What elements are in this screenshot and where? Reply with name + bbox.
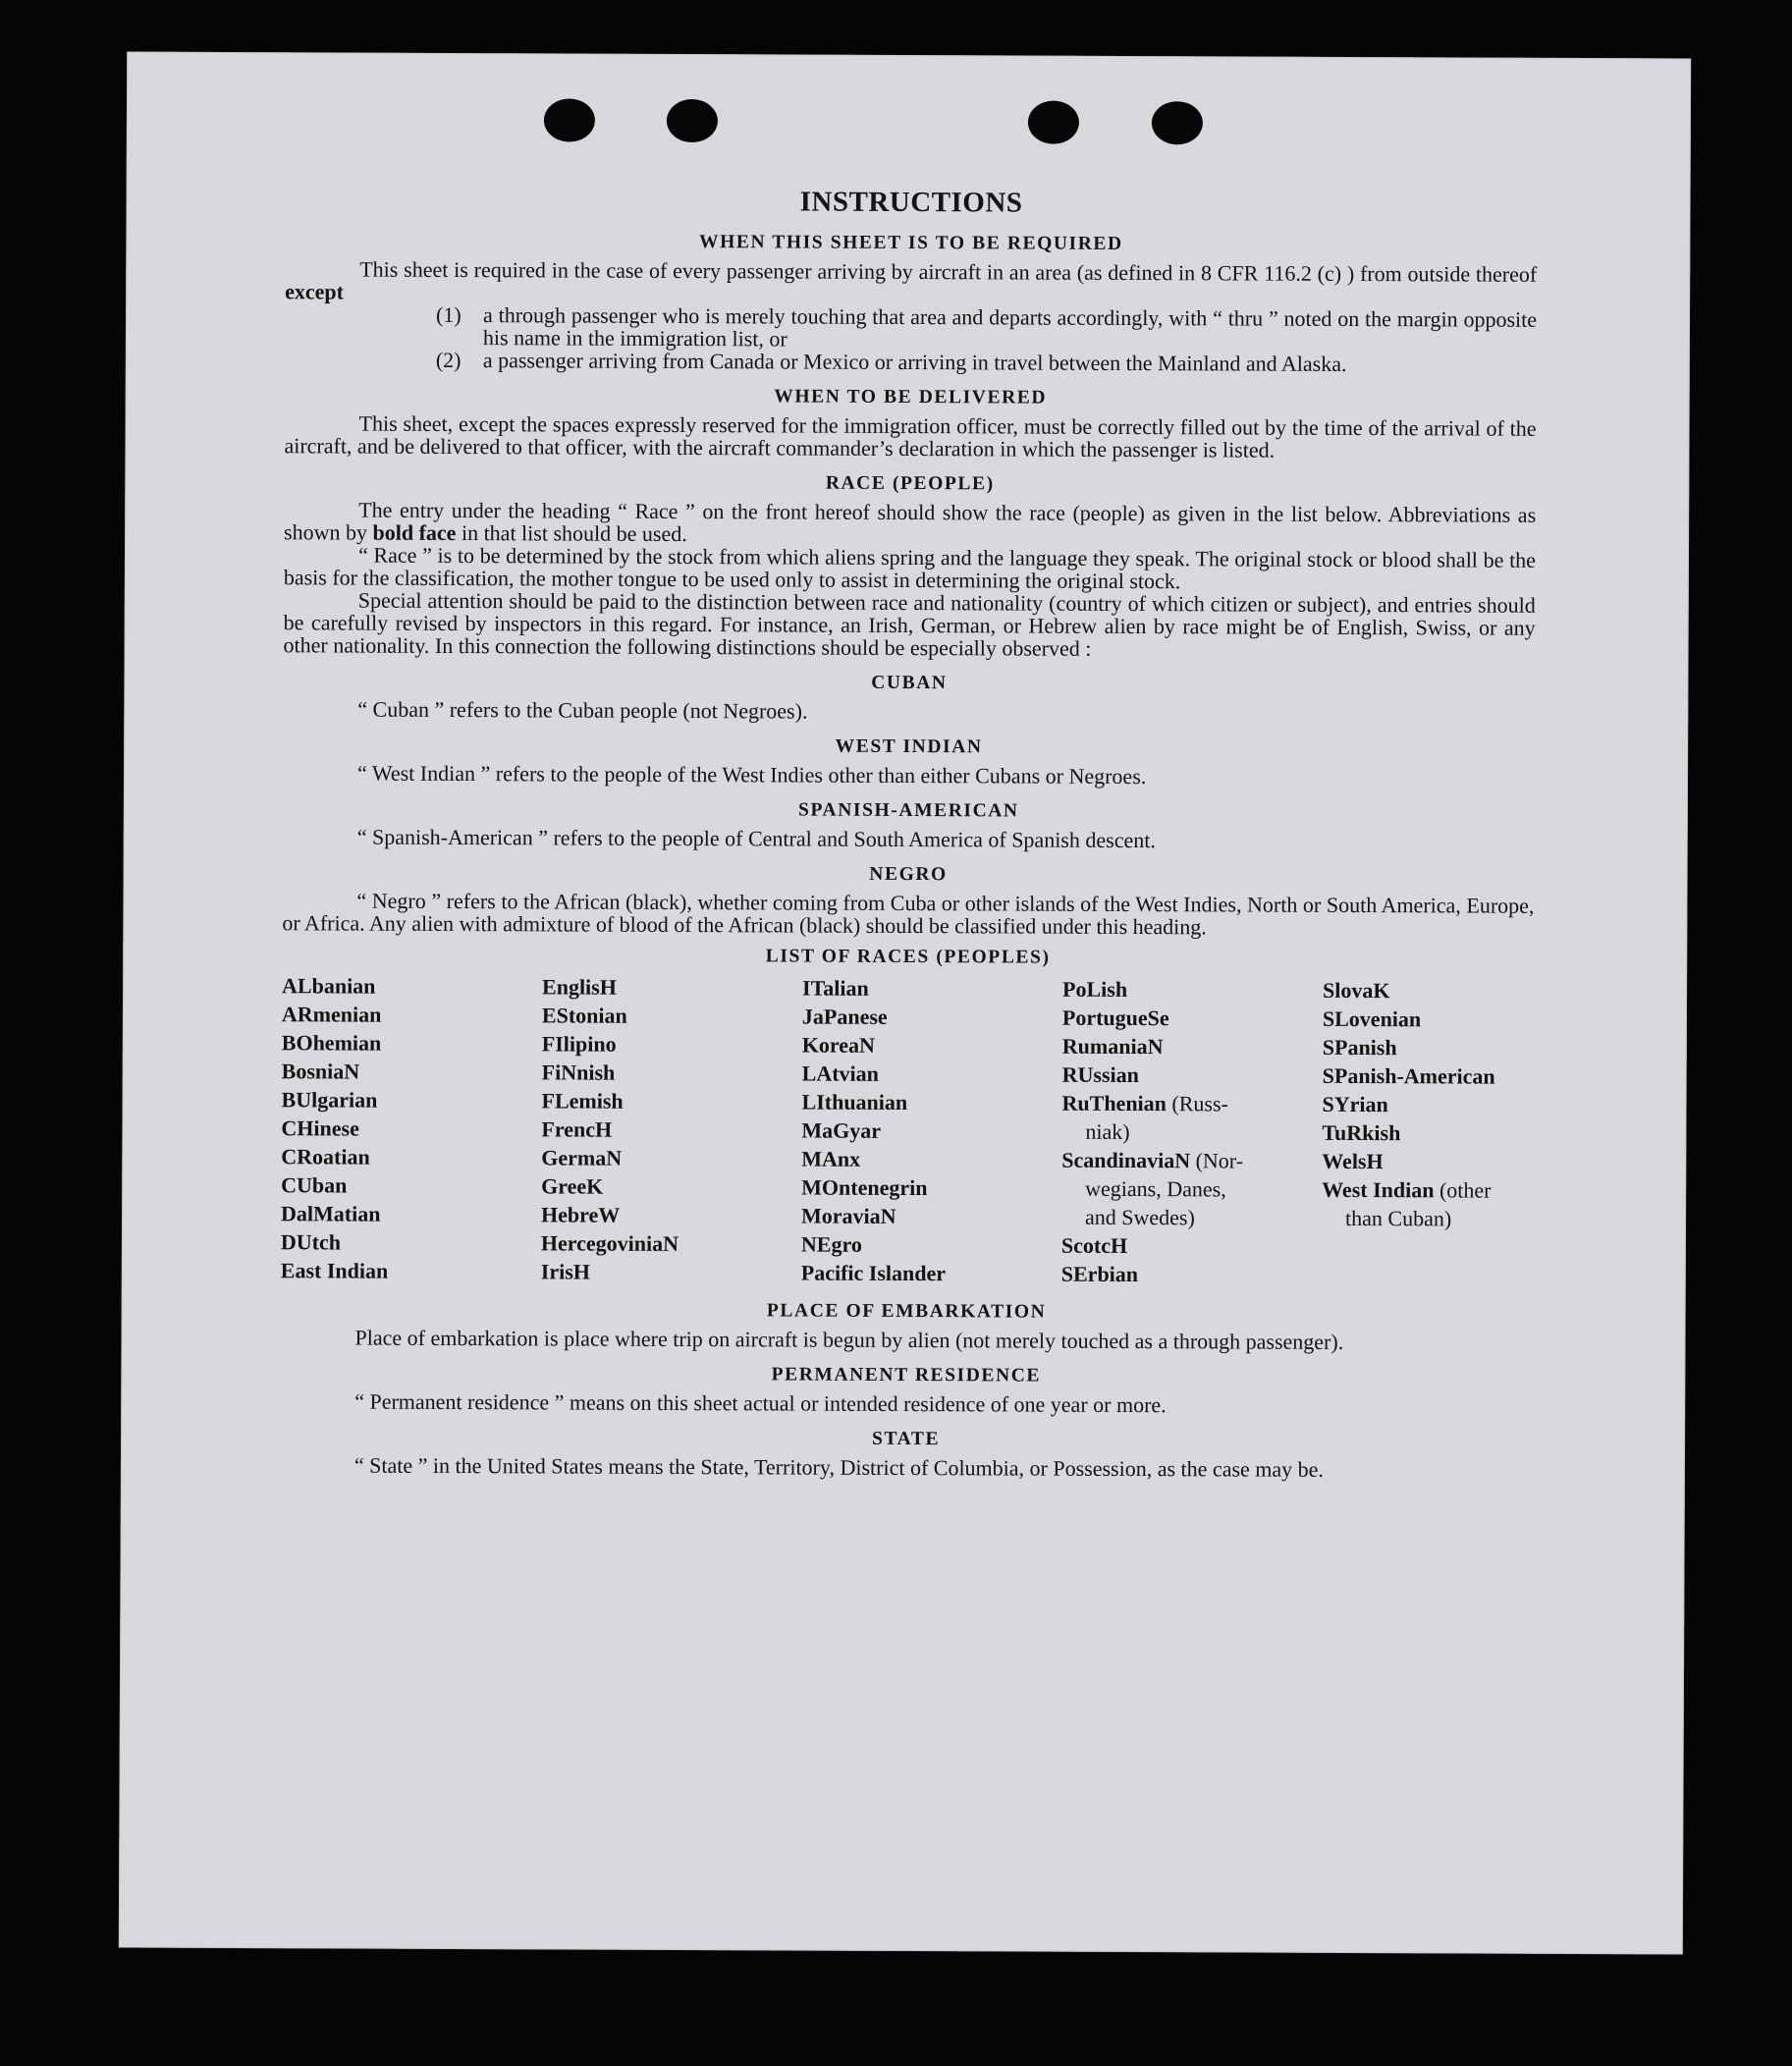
page-title: INSTRUCTIONS [799, 186, 1023, 219]
list-item: BosniaN [281, 1059, 360, 1084]
list-item: ALbanian [282, 973, 376, 999]
list-item: CRoatian [281, 1144, 370, 1169]
races-list [281, 971, 1534, 1290]
list-item: GermaN [541, 1145, 623, 1170]
list-item-continuation: than Cuban) [1344, 1205, 1452, 1231]
list-item: CUban [281, 1172, 348, 1198]
list-item: MAnx [801, 1146, 861, 1171]
list-item: SYrian [1322, 1091, 1388, 1117]
races-column-2 [541, 972, 802, 1286]
instructions-content [280, 184, 1538, 1482]
list-item: FLemish [541, 1088, 624, 1114]
paragraph-cuban: “ Cuban ” refers to the Cuban people (not Negroes). [357, 696, 808, 724]
list-item: DalMatian [281, 1201, 381, 1226]
list-item: SPanish-American [1322, 1062, 1495, 1089]
paragraph-race-1: The entry under the heading “ Race ” on the front hereof should show the race (people) as given in the list below. Abbreviations as shown by bold face in that list should be used. [284, 497, 1537, 547]
heading-list-of-races: LIST OF RACES (PEOPLES) [765, 946, 1051, 968]
paragraph-west-indian: “ West Indian ” refers to the people of the West Indies other than either Cubans or Negroes. [356, 760, 1147, 789]
document-sheet [119, 52, 1691, 1955]
list-item: SlovaK [1323, 977, 1390, 1004]
punch-hole [544, 98, 595, 141]
list-item: SPanish [1322, 1034, 1397, 1060]
list-item: East Indian [280, 1258, 389, 1283]
list-item: ScandinaviaN (Nor- [1061, 1147, 1244, 1173]
list-item: RUssian [1061, 1061, 1139, 1088]
list-item-continuation: and Swedes) [1084, 1204, 1195, 1230]
list-item: FiNnish [541, 1060, 616, 1085]
list-item: MaGyar [801, 1117, 882, 1143]
list-item: BOhemian [281, 1030, 382, 1056]
list-item: HebreW [541, 1202, 621, 1227]
list-item: GreeK [541, 1173, 604, 1199]
list-item: FIlipino [541, 1031, 617, 1057]
list-item: EnglisH [542, 974, 617, 1000]
list-item: RumaniaN [1061, 1033, 1164, 1060]
heading-west-indian: WEST INDIAN [835, 735, 983, 758]
list-item: WelsH [1322, 1148, 1384, 1174]
paragraph-spanish-american: “ Spanish-American ” refers to the people of Central and South America of Spanish descent. [356, 824, 1156, 853]
list-item: MOntenegrin [801, 1174, 928, 1201]
races-column-4 [1061, 975, 1323, 1289]
list-item: PoLish [1062, 976, 1128, 1002]
list-item: IrisH [540, 1259, 590, 1284]
list-item: HercegoviniaN [540, 1230, 679, 1256]
list-item-continuation: wegians, Danes, [1085, 1175, 1226, 1202]
list-item: LIthuanian [801, 1089, 908, 1115]
list-item: SLovenian [1322, 1006, 1422, 1032]
list-item: PortugueSe [1061, 1005, 1169, 1031]
list-item: ARmenian [281, 1002, 382, 1027]
list-item: ITalian [802, 975, 869, 1001]
list-item: JaPanese [801, 1004, 888, 1029]
paragraph-race-3: Special attention should be paid to the distinction between race and nationality (country of which citizen or subject), and entries should be carefully revised by inspectors in this regard. For instance, an Irish, German, or Hebrew alien by race might be of English, Swiss, or any other nationality. In this connection the following distinctions should be especially observed : [283, 587, 1536, 661]
list-item: DUtch [280, 1229, 342, 1255]
races-column-5 [1322, 976, 1534, 1290]
races-column-1 [281, 971, 542, 1285]
punch-hole [1152, 101, 1203, 144]
list-item: EStonian [541, 1003, 627, 1028]
list-item-continuation: niak) [1085, 1118, 1130, 1145]
paragraph-negro: “ Negro ” refers to the African (black), whether coming from Cuba or other islands of the West Indies, North or South America, Europe, or Africa. Any alien with admixture of blood of the African (black) should be classified under this heading. [282, 888, 1535, 940]
list-item: West Indian (other [1322, 1176, 1492, 1203]
paragraph-residence: “ Permanent residence ” means on this sheet actual or intended residence of one year or more. [354, 1388, 1167, 1418]
heading-race: RACE (PEOPLE) [825, 472, 995, 495]
list-item: FrencH [541, 1116, 613, 1142]
paragraph-when-required: This sheet is required in the case of every passenger arriving by aircraft in an area (as defined in 8 CFR 116.2 (c) ) from outside thereof except [285, 256, 1538, 304]
paragraph-when-delivered: This sheet, except the spaces expressly reserved for the immigration officer, must be correctly filled out by the time of the arrival of the aircraft, and be delivered to that officer, with the aircraft commander’s declaration in which the passenger is listed. [284, 410, 1537, 462]
paragraph-state: “ State ” in the United States means the State, Territory, District of Columbia, or Possession, as the case may be. [353, 1452, 1325, 1482]
list-item: NEgro [800, 1231, 862, 1257]
list-item: RuThenian (Russ- [1061, 1090, 1228, 1116]
list-item: TuRkish [1322, 1119, 1401, 1146]
list-item: BUlgarian [281, 1087, 378, 1113]
punch-hole [1028, 101, 1079, 144]
heading-residence: PERMANENT RESIDENCE [771, 1364, 1042, 1386]
list-item: CHinese [281, 1115, 359, 1141]
heading-cuban: CUBAN [871, 672, 948, 694]
punch-hole [667, 99, 718, 142]
list-item: (2) a passenger arriving from Canada or Mexico or arriving in travel between the Mainland and Alaska. [435, 347, 1347, 376]
heading-when-required: WHEN THIS SHEET IS TO BE REQUIRED [698, 232, 1123, 254]
heading-negro: NEGRO [869, 863, 948, 886]
heading-when-delivered: WHEN TO BE DELIVERED [774, 386, 1048, 408]
list-item: ScotcH [1060, 1232, 1128, 1258]
list-item: KoreaN [801, 1032, 876, 1058]
list-item: LAtvian [801, 1060, 879, 1086]
paragraph-race-2: “ Race ” is to be determined by the stock from which aliens spring and the language they speak. The original stock or blood shall be the basis for the classification, the mother tongue to be used only to assist in determining the original stock. [283, 542, 1537, 594]
heading-spanish-american: SPANISH-AMERICAN [798, 799, 1019, 822]
heading-embarkation: PLACE OF EMBARKATION [766, 1300, 1047, 1323]
heading-state: STATE [871, 1428, 941, 1450]
list-item: (1) a through passenger who is merely touching that area and departs accordingly, with “ thru ” noted on the margin opposite his name in the immigration list, or [436, 301, 1538, 352]
paragraph-embarkation: Place of embarkation is place where trip on aircraft is begun by alien (not merely touched as a through passenger). [354, 1325, 1344, 1354]
races-column-3 [801, 974, 1062, 1288]
list-item: SErbian [1060, 1261, 1139, 1287]
list-item: Pacific Islander [800, 1260, 947, 1286]
list-item: MoraviaN [800, 1203, 896, 1228]
